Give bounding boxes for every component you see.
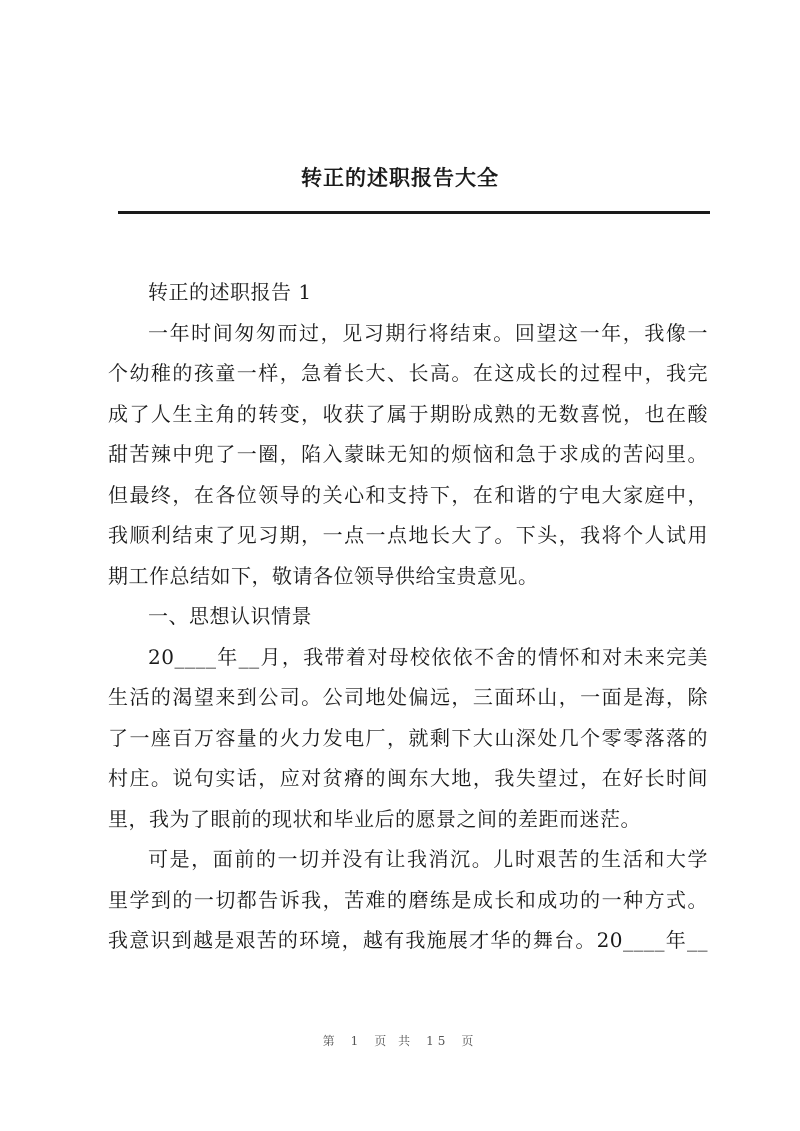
text-line: 但最终，在各位领导的关心和支持下，在和谐的宁电大家庭中， xyxy=(108,482,708,507)
text-line: 里，我为了眼前的现状和毕业后的愿景之间的差距而迷茫。 xyxy=(108,806,641,831)
text-line: 我意识到越是艰苦的环境，越有我施展才华的舞台。20____年__ xyxy=(108,928,708,952)
text-line: 期工作总结如下，敬请各位领导供给宝贵意见。 xyxy=(108,563,539,588)
text-line: 一年时间匆匆而过，见习期行将结束。回望这一年，我像一 xyxy=(148,320,708,345)
footer-page-number: 1 xyxy=(350,1034,363,1048)
footer-suffix: 页 xyxy=(461,1034,478,1048)
text-line: 20____年__月，我带着对母校依依不舍的情怀和对未来完美 xyxy=(148,644,708,669)
title-divider xyxy=(118,211,710,214)
text-line: 了一座百万容量的火力发电厂，就剩下大山深处几个零零落落的 xyxy=(108,725,708,750)
page-footer xyxy=(0,1033,800,1049)
text-line: 个幼稚的孩童一样，急着长大、长高。在这成长的过程中，我完 xyxy=(108,361,708,385)
text-line: 里学到的一切都告诉我，苦难的磨练是成长和成功的一种方式。 xyxy=(108,887,708,912)
text-line: 甜苦辣中兜了一圈，陷入蒙昧无知的烦恼和急于求成的苦闷里。 xyxy=(108,442,708,466)
footer-total-pages: 15 xyxy=(426,1034,450,1048)
text-line: 转正的述职报告 1 xyxy=(148,280,312,304)
text-line: 村庄。说句实话，应对贫瘠的闽东大地，我失望过，在好长时间 xyxy=(108,766,708,790)
text-line: 生活的渴望来到公司。公司地处偏远，三面环山，一面是海，除 xyxy=(108,685,708,709)
text-line: 成了人生主角的转变，收获了属于期盼成熟的无数喜悦，也在酸 xyxy=(108,401,708,426)
text-line: 可是，面前的一切并没有让我消沉。儿时艰苦的生活和大学 xyxy=(148,847,708,871)
footer-middle: 页 共 xyxy=(374,1034,415,1048)
document-body xyxy=(108,272,708,961)
text-line: 一、思想认识情景 xyxy=(148,604,312,628)
document-title: 转正的述职报告大全 xyxy=(301,166,499,190)
text-line: 我顺利结束了见习期，一点一点地长大了。下头，我将个人试用 xyxy=(108,523,708,547)
footer-prefix: 第 xyxy=(322,1034,339,1048)
